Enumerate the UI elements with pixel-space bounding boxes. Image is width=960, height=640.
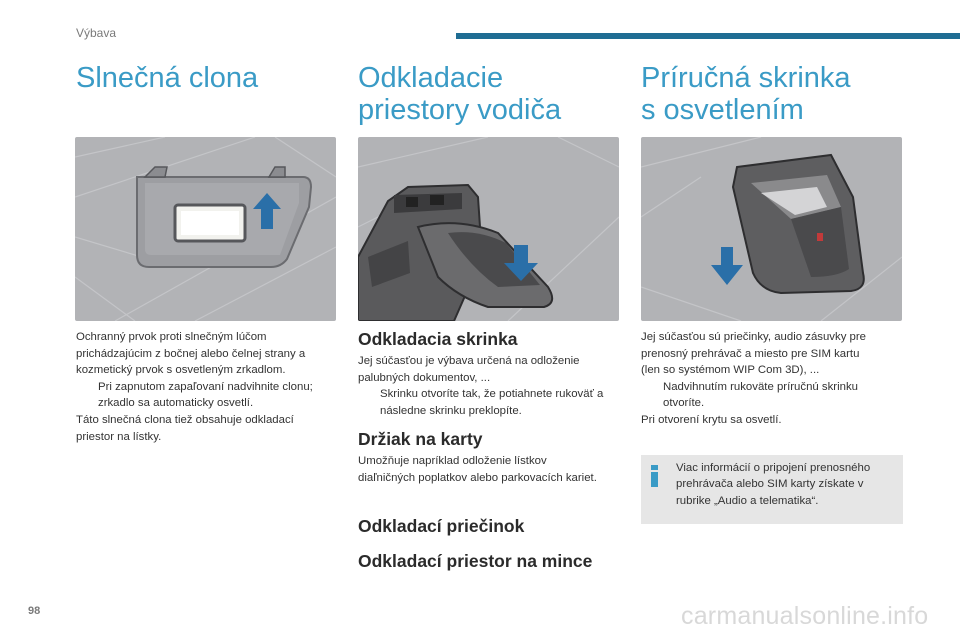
text-line: Pri otvorení krytu sa osvetlí.: [641, 413, 782, 426]
text-line: palubných dokumentov, ...: [358, 371, 491, 384]
text-line: Viac informácií o pripojení prenosného: [676, 462, 871, 474]
text-line: prenosný prehrávač a miesto pre SIM kartu: [641, 347, 860, 360]
card-holder-subtitle: Držiak na karty: [358, 429, 483, 449]
driver-storage-illustration: [358, 137, 619, 321]
bullet-item: [358, 386, 624, 419]
coin-holder-subtitle: Odkladací priestor na mince: [358, 551, 593, 571]
text-line: otvoríte.: [663, 397, 705, 410]
text-line: kozmetický prvok s osvetleným zrkadlom.: [76, 364, 286, 377]
lighted-glove-box-text: [641, 329, 907, 429]
bullet-item: [641, 379, 907, 412]
header-bar: [456, 33, 960, 39]
text-line: zrkadlo sa automaticky osvetlí.: [98, 397, 254, 410]
glove-box-text: [358, 353, 624, 419]
section-label: Výbava: [76, 26, 117, 40]
text-line: diaľničných poplatkov alebo parkovacích kariet.: [358, 471, 597, 484]
text-line: Jej súčasťou je výbava určená na odloženie: [358, 355, 580, 367]
card-holder-text: [358, 453, 624, 486]
text-line: priestor na lístky.: [76, 430, 162, 443]
bullet-item: [76, 379, 340, 412]
storage-compartment-subtitle: Odkladací priečinok: [358, 516, 525, 536]
text-line: Jej súčasťou sú priečinky, audio zásuvky pre: [641, 331, 867, 343]
text-line: následne skrinku preklopíte.: [380, 404, 522, 417]
text-line: Umožňuje napríklad odloženie lístkov: [358, 455, 547, 467]
info-icon: [649, 465, 660, 487]
text-line: Skrinku otvoríte tak, že potiahnete rukoväť a: [380, 388, 604, 401]
lighted-glove-box-illustration: [641, 137, 902, 321]
info-box: [641, 455, 903, 524]
watermark: carmanualsonline.info: [681, 602, 929, 630]
text-line: Ochranný prvok proti slnečným lúčom: [76, 331, 267, 343]
page-number: 98: [28, 605, 41, 617]
text-line: prehrávača alebo SIM karty získate v: [676, 478, 864, 491]
sun-visor-title: Slnečná clona: [76, 62, 259, 94]
text-line: Pri zapnutom zapaľovaní nadvihnite clonu;: [98, 380, 313, 393]
sun-visor-illustration: [75, 137, 336, 321]
sun-visor-text: [76, 329, 340, 445]
text-line: rubrike „Audio a telematika“.: [676, 494, 819, 507]
driver-storage-title: Odkladacie priestory vodiča: [358, 62, 562, 126]
glove-box-subtitle: Odkladacia skrinka: [358, 329, 518, 349]
info-text: [676, 460, 894, 509]
text-line: prichádzajúcim z bočnej alebo čelnej strany a: [76, 347, 306, 360]
text-line: (len so systémom WIP Com 3D), ...: [641, 364, 820, 377]
text-line: Nadvihnutím rukoväte príručnú skrinku: [663, 380, 858, 393]
lighted-glove-box-title: Príručná skrinka s osvetlením: [641, 62, 851, 126]
text-line: Táto slnečná clona tiež obsahuje odkladací: [76, 413, 294, 426]
